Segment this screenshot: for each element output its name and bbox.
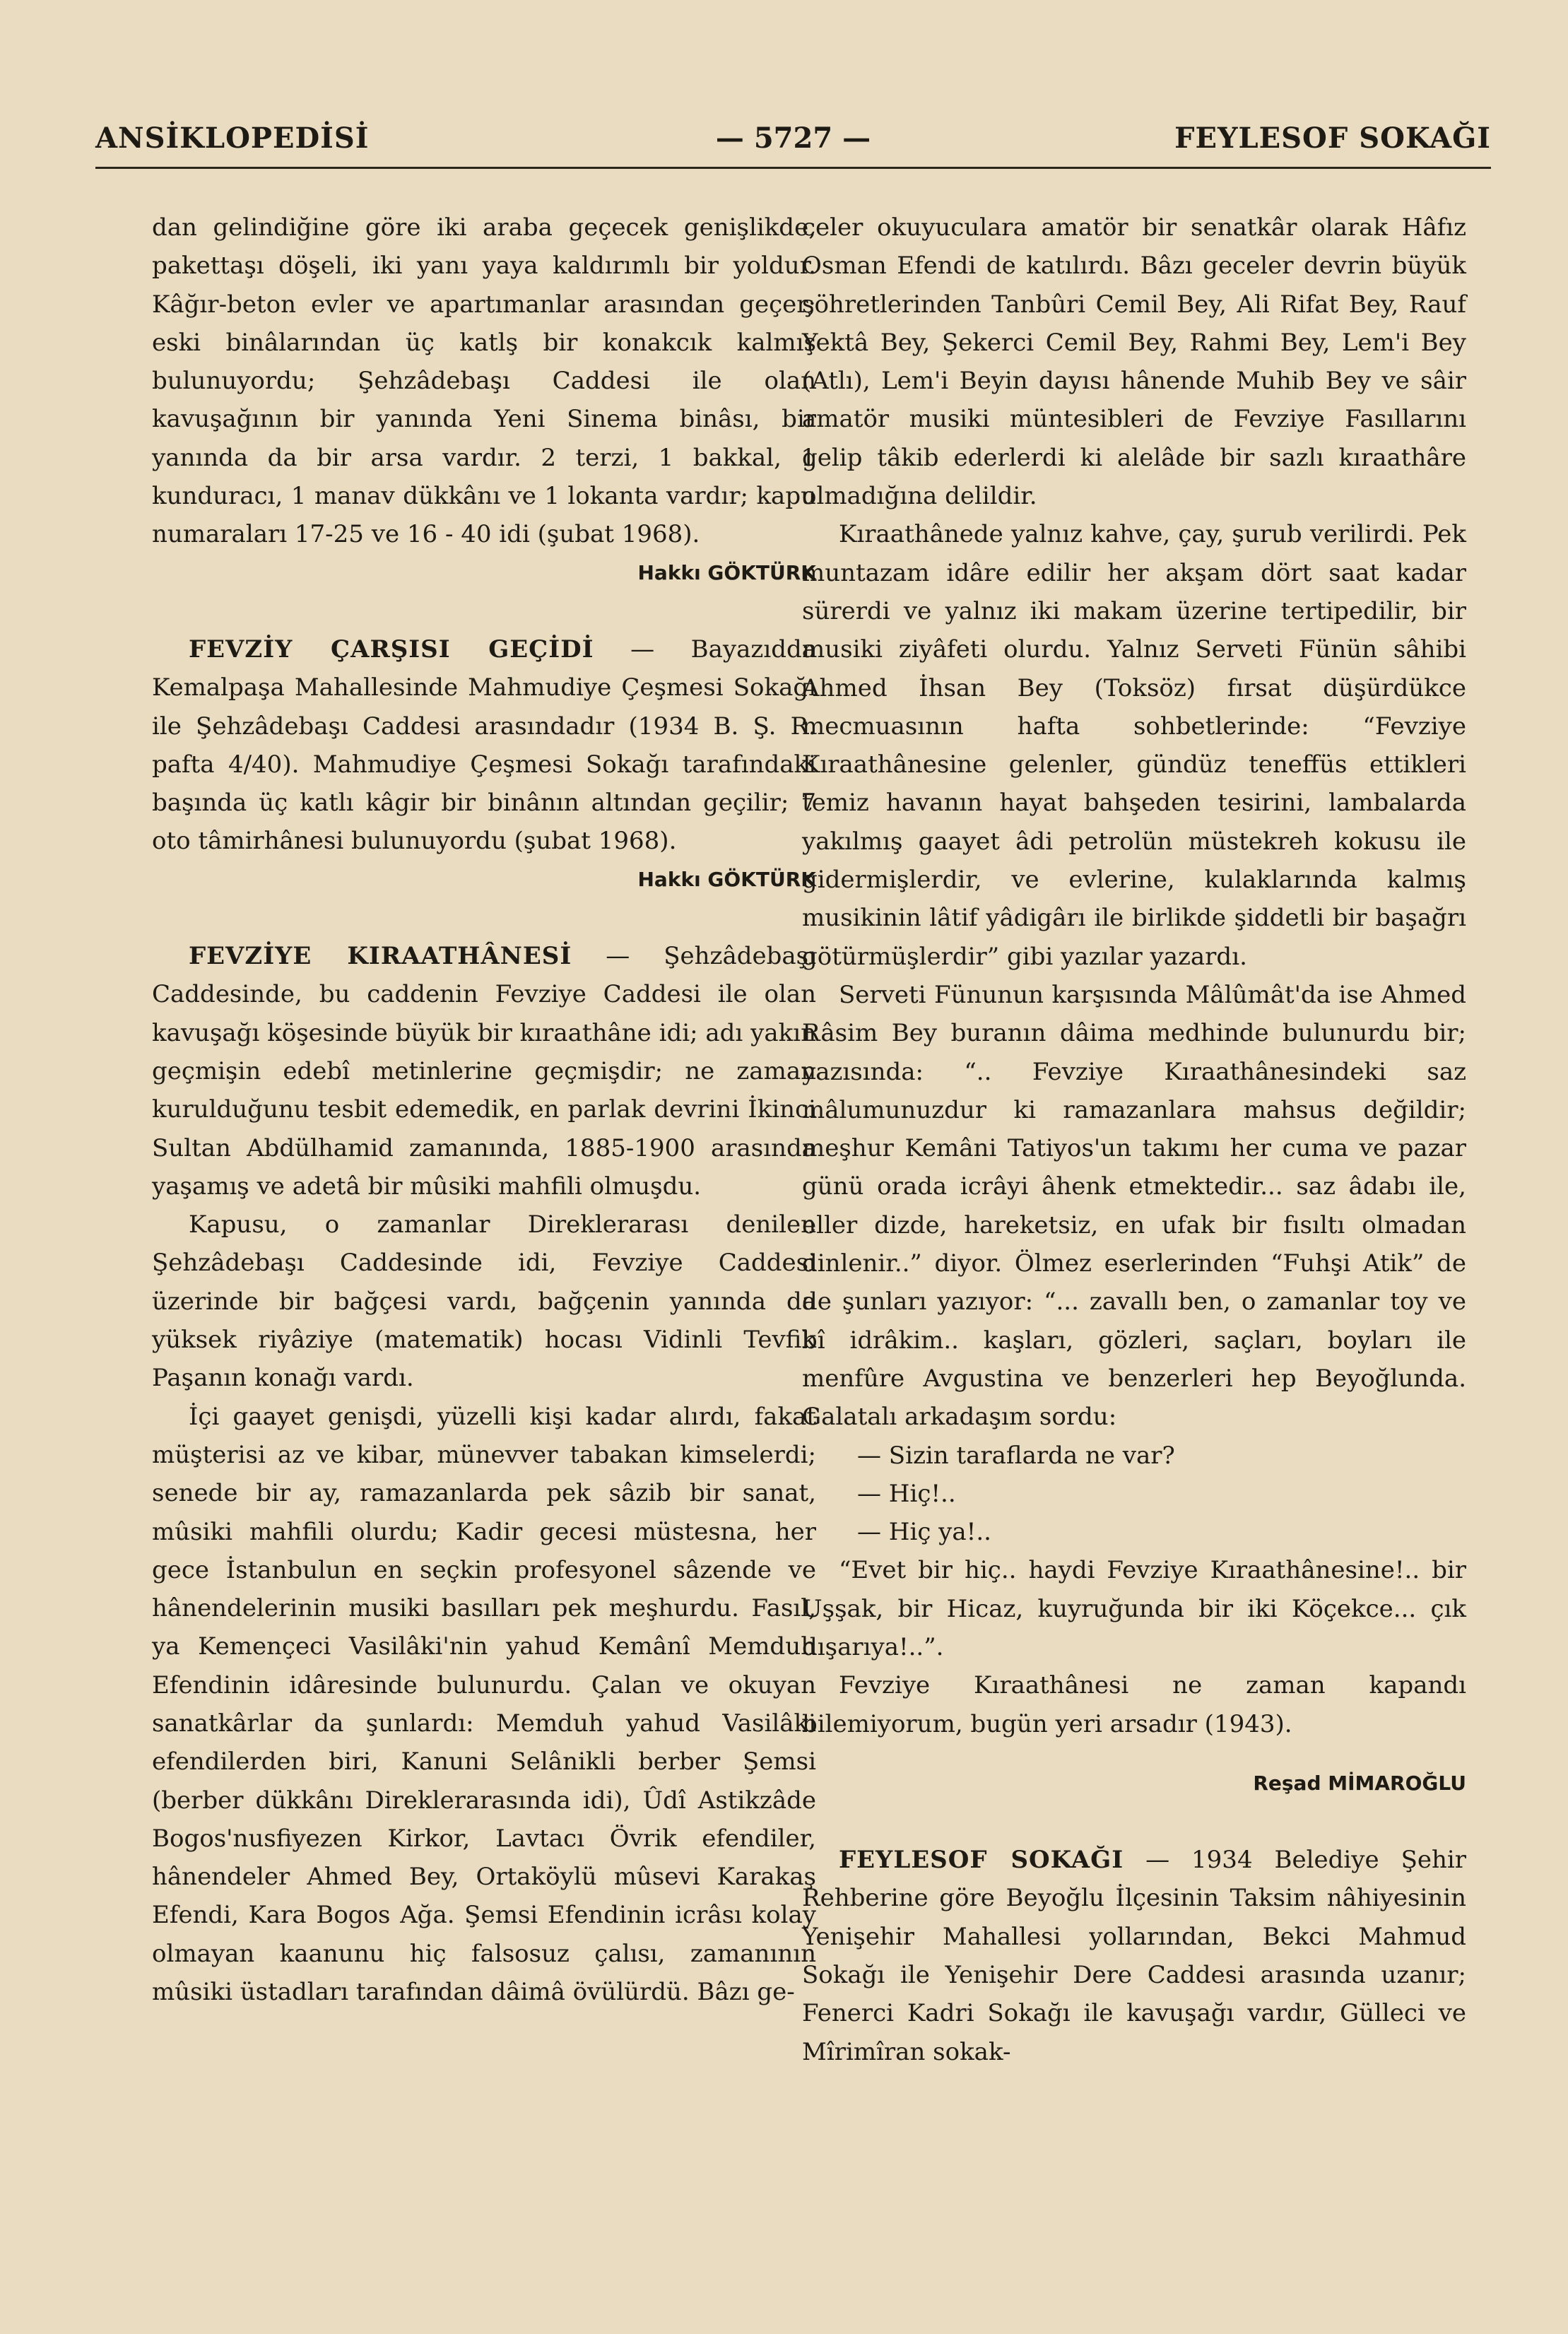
- entry-feylesof-sokagi: [802, 1841, 1466, 2071]
- paragraph: İçi gaayet genişdi, yüzelli kişi kadar alırdı, fakat müşterisi az ve kibar, münevver tabakan kimselerdi; senede bir ay, ramazanlarda pek sâzib bir sanat, mûsiki mahfili olurdu; Kadir gecesi müstesna, her gece İstanbulun en seçkin profesyonel sâzende ve hânendelerinin musiki basılları pek meşhurdu. Fasıl, ya Kemençeci Vasilâki'nin yahud Kemânî Memduh Efendinin idâresinde bulunurdu. Çalan ve okuyan sanatkârlar da şunlardı: Memduh yahud Vasilâki efendilerden biri, Kanuni Selânikli berber Şemsi (berber dükkânı Direklerarasında idi), Ûdî Astikzâde Bogos'nusfiyezen Kirkor, Lavtacı Övrik efendiler, hânendeler Ahmed Bey, Ortaköylü mûsevi Karakaş Efendi, Kara Bogos Ağa. Şemsi Efendinin icrâsı kolay olmayan kaanunu hiç falsosuz çalısı, zamanının mûsiki üstadları tarafından dâimâ övülürdü. Bâzı ge-: [152, 1402, 816, 2007]
- paragraph: dan gelindiğine göre iki araba geçecek genişlikde, pakettaşı döşeli, iki yanı yaya kaldırımlı bir yoldur. Kâğır-beton evler ve apartımanlar arasından geçer; eski binâlarından üç katlş bir konakcık kalmış bulunuyordu; Şehzâdebaşı Caddesi ile olan kavuşağının bir yanında Yeni Sinema binâsı, bir yanında da bir arsa vardır. 2 terzi, 1 bakkal, 1 kunduracı, 1 manav dükkânı ve 1 lokanta vardır; kapu numaraları 17-25 ve 16 - 40 idi (şubat 1968).: [152, 213, 816, 549]
- entry-heading: FEYLESOF SOKAĞI: [839, 1846, 1124, 1875]
- author-signature: Hakkı GÖKTÜRK: [637, 867, 816, 891]
- spacer: [802, 1803, 1466, 1841]
- paragraph: Serveti Fünunun karşısında Mâlûmât'da ise Ahmed Râsim Bey buranın dâima medhinde bulunurdu bir; yazısında: “.. Fevziye Kıraathânesindeki saz mâlumunuzdur ki ramazanlara mahsus değildir; meşhur Kemâni Tatiyos'un takımı her cuma ve pazar günü orada icrâyi âhenk etmektedir... saz âdabı ile, eller dizde, hareketsiz, en ufak bir fısıltı olmadan dinlenir..” diyor. Ölmez eserlerinden “Fuhşi Atik” de de şunları yazıyor: “... zavallı ben, o zamanlar toy ve bî idrâkim.. kaşları, gözleri, saçları, boyları ile menfûre Avgustina ve benzerleri hep Beyoğlunda. Galatalı arkadaşım sordu:: [802, 980, 1466, 1432]
- paragraph: Kıraathânede yalnız kahve, çay, şurub verilirdi. Pek muntazam idâre edilir her akşam dört saat kadar sürerdi ve yalnız iki makam üzerine tertipedilir, bir musiki ziyâfeti olurdu. Yalnız Serveti Fünün sâhibi Ahmed İhsan Bey (Toksöz) fırsat düşürdükce mecmuasının hafta sohbetlerinde: “Fevziye Kıraathânesine gelenler, gündüz teneffüs ettikleri temiz havanın hayat bahşeden tesirini, lambalarda yakılmış gaayet âdi petrolün müstekreh kokusu ile gidermişlerdir, ve evlerine, kulaklarında kalmış musikinin lâtif yâdigârı ile birlikde şiddetli bir başağrı götürmüşlerdir” gibi yazılar yazardı.: [802, 520, 1466, 971]
- spacer: [152, 592, 816, 630]
- entry-text: — 1934 Belediye Şehir Rehberine göre Beyoğlu İlçesinin Taksim nâhiyesinin Yenişehir Mahallesi yollarından, Bekci Mahmud Sokağı ile Yenişehir Dere Caddesi arasında uzanır; Fenerci Kadri Sokağı ile kavuşağı vardır, Gülleci ve Mîrimîran sokak-: [802, 1846, 1467, 2066]
- left-column: [152, 208, 816, 2011]
- entry-heading: FEVZİY ÇARŞISI GEÇİDİ: [189, 635, 594, 664]
- dialogue-line: — Hiç!..: [857, 1479, 956, 1508]
- dialogue-line: — Sizin taraflarda ne var?: [857, 1441, 1175, 1470]
- header-title-left: ANSİKLOPEDİSİ: [95, 122, 370, 155]
- entry-fevziye-kiraathanesi: [152, 937, 816, 1206]
- entry-heading: FEVZİYE KIRAATHÂNESİ: [189, 942, 572, 971]
- spacer: [152, 899, 816, 937]
- paragraph: “Evet bir hiç.. haydi Fevziye Kıraathânesine!.. bir Uşşak, bir Hicaz, kuyruğunda bir iki Köçekce... çık dışarıya!..”.: [802, 1556, 1466, 1661]
- header-rule: [95, 167, 1491, 169]
- paragraph: Kapusu, o zamanlar Direklerarası denilen Şehzâdebaşı Caddesinde idi, Fevziye Caddesi üzerinde bir bağçesi vardı, bağçenin yanında da yüksek riyâziye (matematik) hocası Vidinli Tevfik Paşanın konağı vardı.: [152, 1210, 816, 1393]
- entry-text: — Bayazıdda Kemalpaşa Mahallesinde Mahmudiye Çeşmesi Sokağı ile Şehzâdebaşı Caddesi arasındadır (1934 B. Ş. R. pafta 4/40). Mahmudiye Çeşmesi Sokağı tarafındaki başında üç katlı kâgir bir binânın altından geçilir; 7 oto tâmirhânesi bulunuyordu (şubat 1968).: [152, 635, 816, 856]
- page-header: [95, 122, 1491, 164]
- page-number: — 5727 —: [715, 122, 871, 155]
- entry-text: — Şehzâdebaşı Caddesinde, bu caddenin Fevziye Caddesi ile olan kavuşağı köşesinde büyük bir kıraathâne idi; adı yakın geçmişin edebî metinlerine geçmişdir; ne zaman kurulduğunu tesbit edemedik, en parlak devrini İkinci Sultan Abdülhamid zamanında, 1885-1900 arasında yaşamış ve adetâ bir mûsiki mahfili olmuşdu.: [152, 942, 816, 1201]
- spacer: [802, 1743, 1466, 1764]
- dialogue-line: — Hiç ya!..: [857, 1518, 991, 1547]
- header-title-right: FEYLESOF SOKAĞI: [1174, 122, 1491, 155]
- author-signature: Reşad MİMAROĞLU: [1253, 1771, 1466, 1795]
- author-signature: Hakkı GÖKTÜRK: [637, 560, 816, 584]
- paragraph: celer okuyuculara amatör bir senatkâr olarak Hâfız Osman Efendi de katılırdı. Bâzı geceler devrin büyük şöhretlerinden Tanbûri Cemil Bey, Ali Rifat Bey, Rauf Yektâ Bey, Şekerci Cemil Bey, Rahmi Bey, Lem'i Bey (Atlı), Lem'i Beyin dayısı hânende Muhib Bey ve sâir amatör musiki müntesibleri de Fevziye Fasıllarını gelip tâkib ederlerdi ki alelâde bir sazlı kıraathâre olmadığına delildir.: [802, 213, 1466, 511]
- entry-fevziy-carsisi-gecidi: [152, 630, 816, 861]
- paragraph: Fevziye Kıraathânesi ne zaman kapandı bilemiyorum, bugün yeri arsadır (1943).: [802, 1671, 1466, 1738]
- right-column: [802, 208, 1466, 2071]
